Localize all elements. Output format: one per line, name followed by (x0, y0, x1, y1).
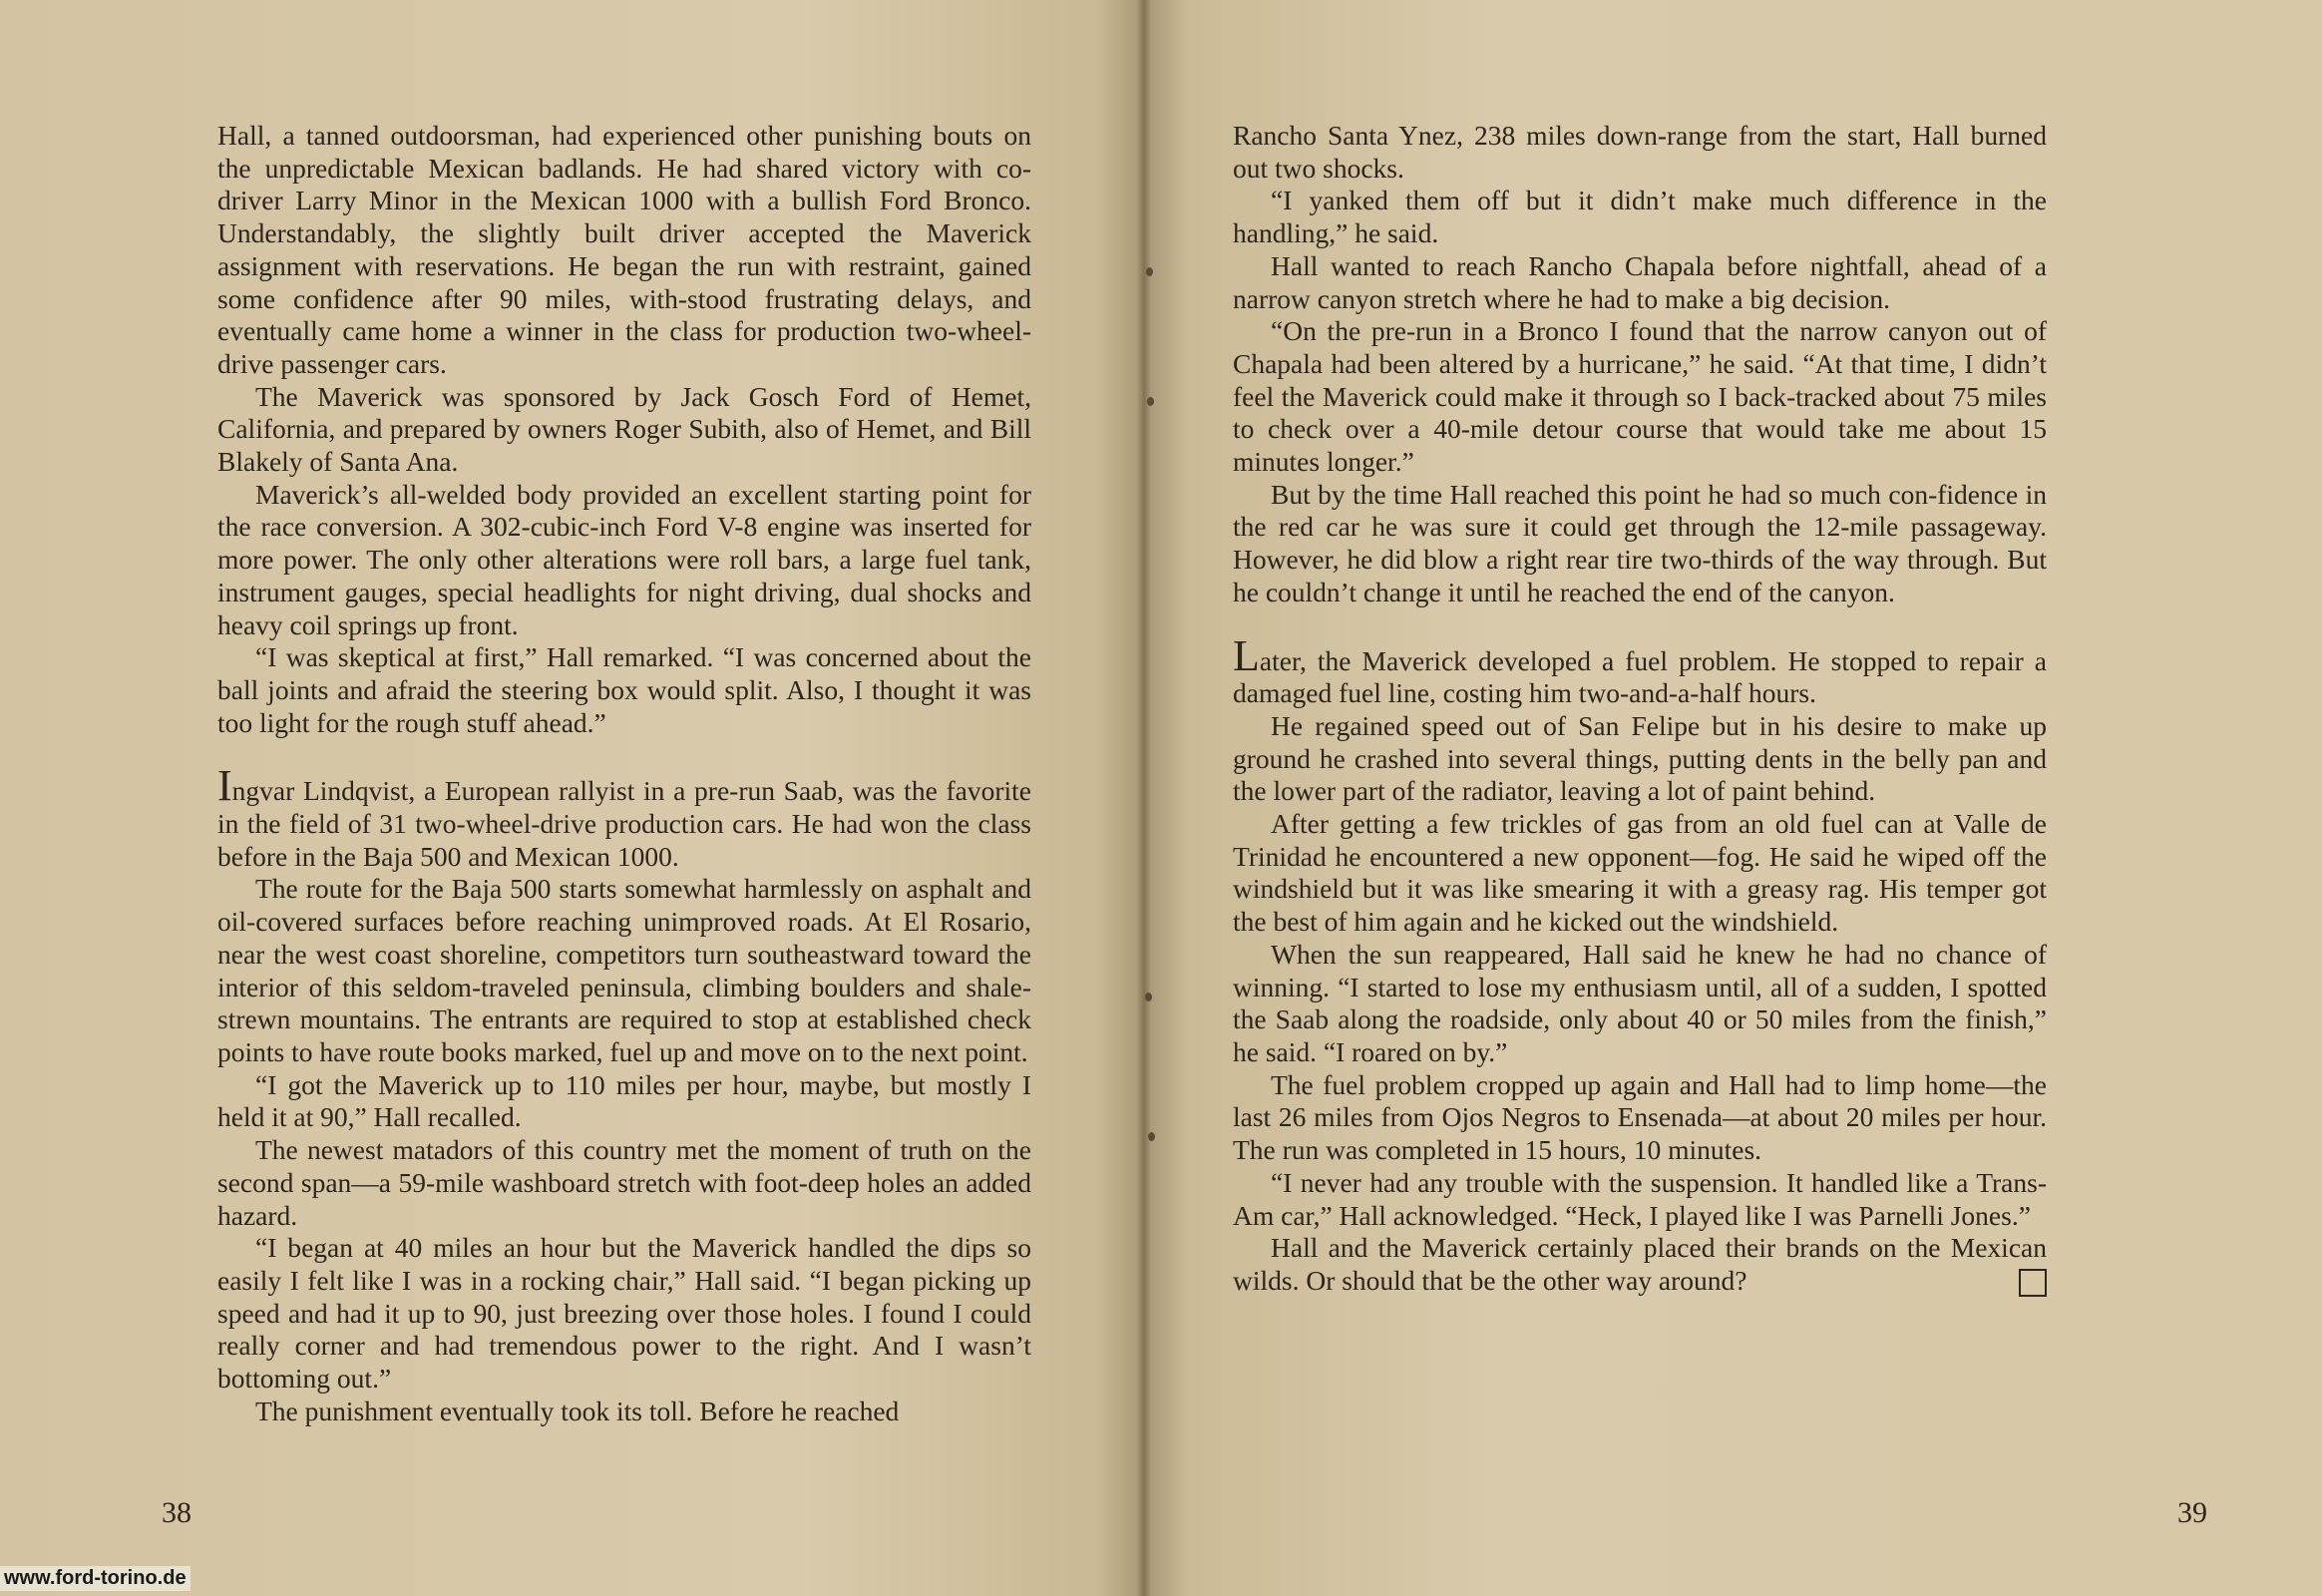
page-number: 39 (2177, 1496, 2207, 1529)
paragraph: Rancho Santa Ynez, 238 miles down-range from the start, Hall burned out two shocks. (1233, 120, 2047, 184)
paragraph: The fuel problem cropped up again and Hall had to limp home—the last 26 miles from Ojos Negros to Ensenada—at about 20 miles per hour. The run was completed in 15 hours, 10 minutes. (1233, 1068, 2047, 1166)
left-text-column (217, 120, 1031, 1427)
paragraph (1233, 1232, 2047, 1297)
paragraph: After getting a few trickles of gas from an old fuel can at Valle de Trinidad he encountered a new opponent—fog. He said he wiped off the windshield but it was like smearing it with a greasy rag. His temper got the best of him again and he kicked out the windshield. (1233, 808, 2047, 938)
paragraph: “I was skeptical at first,” Hall remarked. “I was concerned about the ball joints and afraid the steering box would split. Also, I thought it was too light for the rough stuff ahead.” (217, 641, 1031, 738)
book-gutter (1137, 0, 1151, 1596)
paragraph: Maverick’s all-welded body provided an excellent starting point for the race conversion. A 302-cubic-inch Ford V-8 engine was inserted for more power. The only other alterations were roll bars, a large fuel tank, instrument gauges, special headlights for night driving, dual shocks and heavy coil springs up front. (217, 478, 1031, 640)
paragraph: “I yanked them off but it didn’t make much difference in the handling,” he said. (1233, 185, 2047, 249)
end-mark-icon (2019, 1269, 2047, 1297)
paragraph-text: ater, the Maverick developed a fuel problem. He stopped to repair a damaged fuel line, costing him two-and-a-half hours. (1233, 644, 2047, 709)
paragraph: But by the time Hall reached this point he had so much con-fidence in the red car he was sure it could get through the 12-mile passageway. However, he did blow a right rear tire two-thirds of the way through. But he couldn’t change it until he reached the end of the canyon. (1233, 478, 2047, 607)
paragraph: The Maverick was sponsored by Jack Gosch Ford of Hemet, California, and prepared by owners Roger Subith, also of Hemet, and Bill Blakely of Santa Ana. (217, 380, 1031, 478)
paragraph: Hall wanted to reach Rancho Chapala before nightfall, ahead of a narrow canyon stretch where he had to make a big decision. (1233, 249, 2047, 314)
section-start-paragraph (217, 761, 1031, 873)
drop-cap: L (1233, 630, 1260, 680)
right-text-column (1233, 120, 2047, 1298)
paragraph: Hall, a tanned outdoorsman, had experienced other punishing bouts on the unpredictable Mexican badlands. He had shared victory with co-driver Larry Minor in the Mexican 1000 with a bullish Ford Bronco. Understandably, the slightly built driver accepted the Maverick assignment with reservations. He began the run with restraint, gained some confidence after 90 miles, with-stood frustrating delays, and eventually came home a winner in the class for production two-wheel-drive passenger cars. (217, 120, 1031, 379)
paragraph: The newest matadors of this country met the moment of truth on the second span—a 59-mile washboard stretch with foot-deep holes an added hazard. (217, 1134, 1031, 1231)
watermark: www.ford-torino.de (0, 1566, 191, 1591)
paragraph-text: ngvar Lindqvist, a European rallyist in a pre-run Saab, was the favorite in the field of 31 two-wheel-drive production cars. He had won the class before in the Baja 500 and Mexican 1000. (217, 775, 1031, 872)
paragraph: “I got the Maverick up to 110 miles per hour, maybe, but mostly I held it at 90,” Hall recalled. (217, 1068, 1031, 1133)
paragraph: “On the pre-run in a Bronco I found that the narrow canyon out of Chapala had been altered by a hurricane,” he said. “At that time, I didn’t feel the Maverick could make it through so I back-tracked about 75 miles to check over a 40-mile detour course that would take me about 15 minutes longer.” (1233, 315, 2047, 478)
paragraph: When the sun reappeared, Hall said he knew he had no chance of winning. “I started to lose my enthusiasm until, all of a sudden, I spotted the Saab along the roadside, only about 40 or 50 miles from the finish,” he said. “I roared on by.” (1233, 938, 2047, 1067)
drop-cap: I (217, 761, 232, 811)
paragraph: “I began at 40 miles an hour but the Maverick handled the dips so easily I felt like I was in a rocking chair,” Hall said. “I began picking up speed and had it up to 90, just breezing over those holes. I found I could really corner and had tremendous power to the right. And I wasn’t bottoming out.” (217, 1232, 1031, 1395)
left-page (0, 0, 1143, 1596)
section-start-paragraph (1233, 630, 2047, 710)
paragraph: The punishment eventually took its toll. Before he reached (255, 1395, 900, 1426)
paragraph: The route for the Baja 500 starts somewhat harmlessly on asphalt and oil-covered surfaces before reaching unimproved roads. At El Rosario, near the west coast shoreline, competitors turn southeastward toward the interior of this seldom-traveled peninsula, climbing boulders and shale-strewn mountains. The entrants are required to stop at established check points to have route books marked, fuel up and move on to the next point. (217, 873, 1031, 1067)
paragraph-text: Hall and the Maverick certainly placed their brands on the Mexican wilds. Or should that be the other way around? (1233, 1232, 2047, 1296)
page-number: 38 (162, 1496, 192, 1529)
paragraph: “I never had any trouble with the suspension. It handled like a Trans-Am car,” Hall acknowledged. “Heck, I played like I was Parnelli Jones.” (1233, 1166, 2047, 1231)
paragraph: He regained speed out of San Felipe but in his desire to make up ground he crashed into several things, putting dents in the belly pan and the lower part of the radiator, leaving a lot of paint behind. (1233, 709, 2047, 807)
